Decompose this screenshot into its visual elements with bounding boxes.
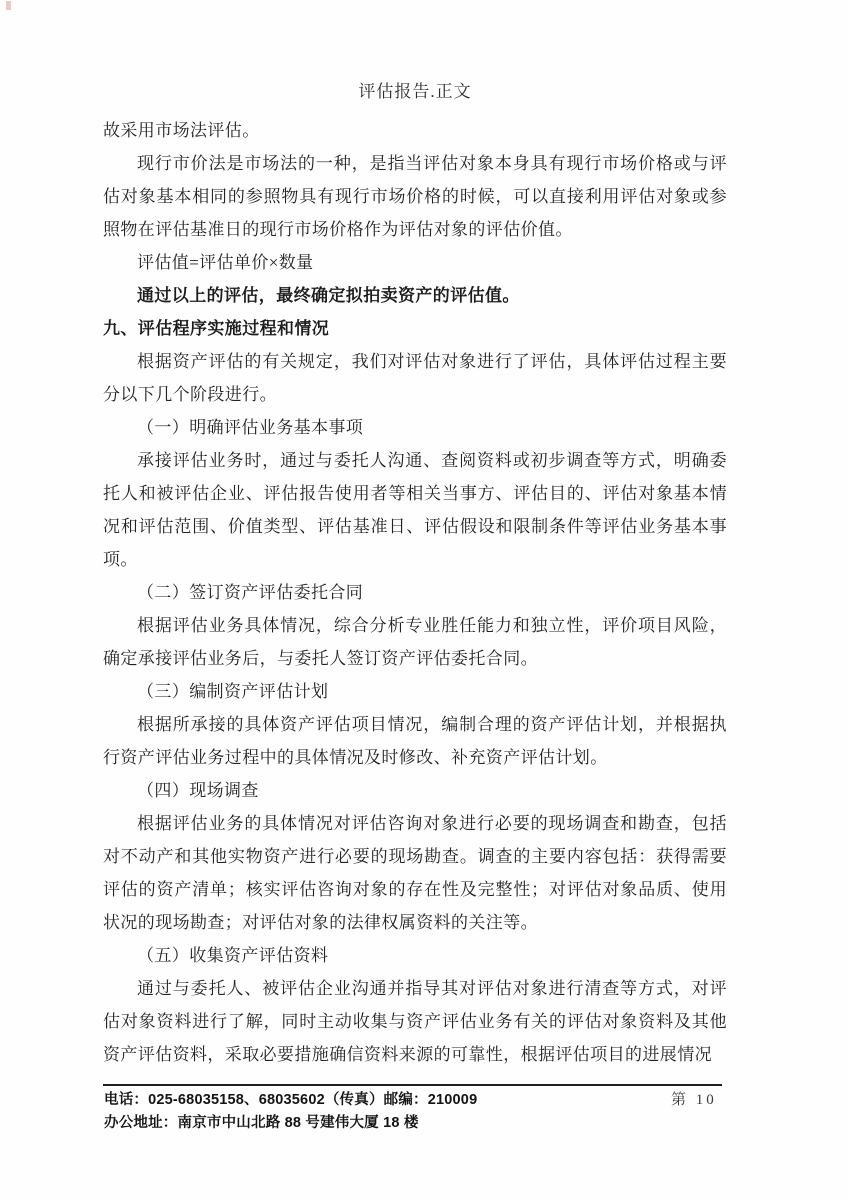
footer-address-line: 办公地址：南京市中山北路 88 号建伟大厦 18 楼 [104,1114,419,1131]
page-header-title: 评估报告.正文 [358,82,472,101]
paragraph-stage-four: 根据评估业务的具体情况对评估咨询对象进行必要的现场调查和勘查，包括对不动产和其他实物资产进行必要的现场勘查。调查的主要内容包括：获得需要评估的资产清单；核实评估咨询对象的存在性及完整性；对评估对象品质、使用状况的现场勘查；对评估对象的法律权属资料的关注等。 [103,814,727,932]
paragraph-formula: 评估值=评估单价×数量 [137,253,314,272]
paragraph-stage-five: 通过与委托人、被评估企业沟通并指导其对评估对象进行清查等方式，对评估对象资料进行了解，同时主动收集与资产评估业务有关的评估对象资料及其他资产评估资料，采取必要措施确信资料来源的可靠性，根据评估项目的进展情况 [103,979,727,1064]
paragraph-stage-one: 承接评估业务时，通过与委托人沟通、查阅资料或初步调查等方式，明确委托人和被评估企业、评估报告使用者等相关当事方、评估目的、评估对象基本情况和评估范围、价值类型、评估基准日、评估假设和限制条件等评估业务基本事项。 [103,451,727,569]
subheading-three: （三）编制资产评估计划 [137,682,329,701]
scan-artifact-mark [6,1,11,10]
footer-phone-line: 电话：025-68035158、68035602（传真）邮编：210009 [104,1092,478,1108]
footer-divider-rule [103,1084,722,1086]
footer-contact-block [104,1089,664,1134]
subheading-one: （一）明确评估业务基本事项 [137,418,364,437]
document-body [103,114,727,1071]
subheading-two: （二）签订资产评估委托合同 [137,583,364,602]
paragraph-current-market-method: 现行市价法是市场法的一种，是指当评估对象本身具有现行市场价格或与评估对象基本相同的参照物具有现行市场价格的时候，可以直接利用评估对象或参照物在评估基准日的现行市场价格作为评估对象的评估价值。 [103,154,727,239]
paragraph-continuation: 故采用市场法评估。 [103,121,260,140]
paragraph-intro: 根据资产评估的有关规定，我们对评估对象进行了评估，具体评估过程主要分以下几个阶段进行。 [103,352,727,404]
page-number: 第 10 [671,1092,717,1108]
paragraph-stage-two: 根据评估业务具体情况，综合分析专业胜任能力和独立性，评价项目风险，确定承接评估业务后，与委托人签订资产评估委托合同。 [103,616,727,668]
subheading-four: （四）现场调查 [137,781,259,800]
paragraph-stage-three: 根据所承接的具体资产评估项目情况，编制合理的资产评估计划，并根据执行资产评估业务过程中的具体情况及时修改、补充资产评估计划。 [103,715,727,767]
paragraph-conclusion: 通过以上的评估，最终确定拟拍卖资产的评估值。 [137,286,520,305]
subheading-five: （五）收集资产评估资料 [137,946,329,965]
section-heading-nine: 九、评估程序实施过程和情况 [103,319,330,338]
